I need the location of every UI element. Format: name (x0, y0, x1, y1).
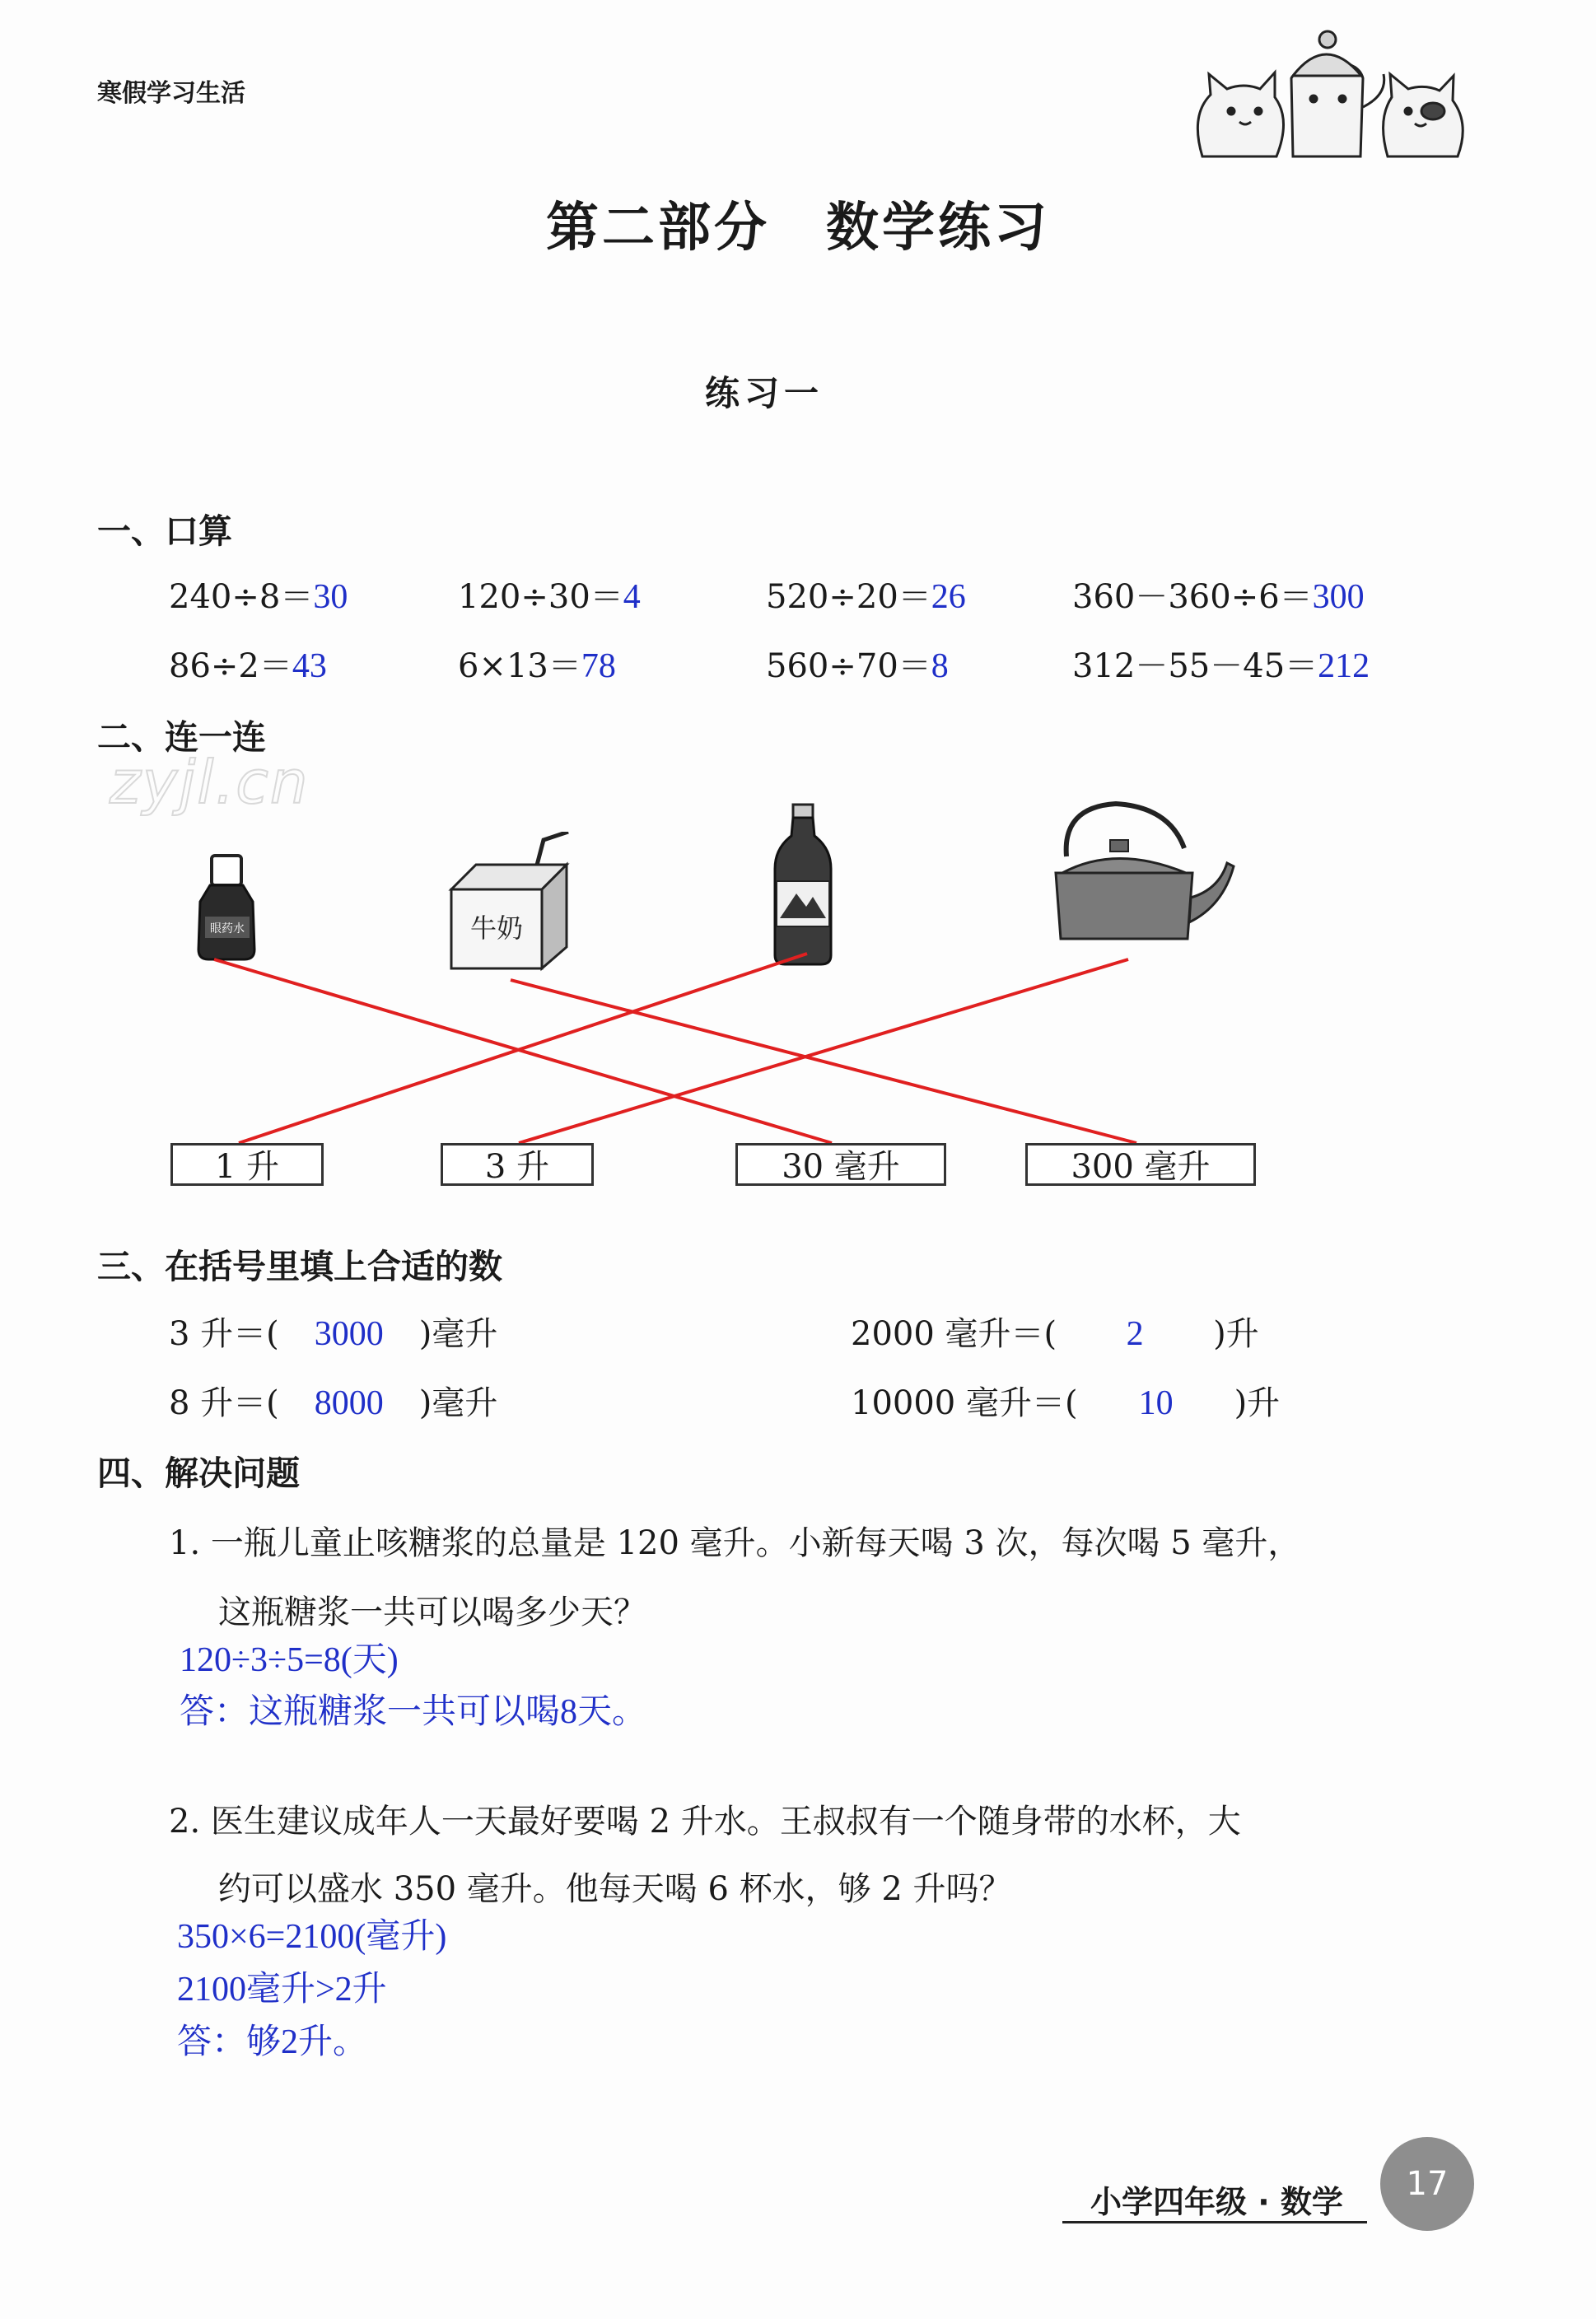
fill-item: 2000 毫升＝( 2 )升 (851, 1315, 1259, 1353)
oral-calc-item: 86÷2＝43 (169, 647, 327, 685)
book-title: 寒假学习生活 (97, 79, 245, 108)
footer-grade-subject: 小学四年级 · 数学 (1090, 2184, 1343, 2220)
problem-2-text-line2: 约可以盛水 350 毫升。他每天喝 6 杯水，够 2 升吗？ (218, 1870, 1012, 1908)
oral-calc-item: 520÷20＝26 (766, 578, 966, 616)
unit-box-3l: 3 升 (441, 1143, 594, 1186)
oral-calc-item: 6×13＝78 (458, 647, 616, 685)
match-line-eyedrop-30ml (214, 959, 832, 1143)
exercise-subtitle: 练习一 (704, 373, 824, 413)
fill-item: 10000 毫升＝( 10 )升 (851, 1384, 1281, 1422)
page-title: 第二部分 数学练习 (546, 197, 1050, 259)
footer-divider (1062, 2221, 1367, 2223)
unit-box-1l: 1 升 (170, 1143, 324, 1186)
problem-1-text-line1: 1. 一瓶儿童止咳糖浆的总量是 120 毫升。小新每天喝 3 次，每次喝 5 毫升， (169, 1524, 1301, 1562)
oral-calc-item: 120÷30＝4 (458, 578, 641, 616)
problem-1-answer: 答：这瓶糖浆一共可以喝8天。 (180, 1693, 647, 1731)
oral-calc-item: 360－360÷6＝300 (1072, 578, 1365, 616)
problem-1-work: 120÷3÷5=8(天) (180, 1641, 399, 1679)
problem-2-text-line1: 2. 医生建议成年人一天最好要喝 2 升水。王叔叔有一个随身带的水杯，大 (169, 1803, 1241, 1841)
unit-box-30ml: 30 毫升 (735, 1143, 946, 1186)
oral-calc-item: 240÷8＝30 (169, 578, 348, 616)
watermark: zyjl.cn (110, 748, 310, 817)
problem-2-work-2: 2100毫升>2升 (177, 1971, 387, 2009)
page-number: 17 (1380, 2137, 1474, 2231)
oral-calc-item: 560÷70＝8 (766, 647, 949, 685)
problem-2-work-1: 350×6=2100(毫升) (177, 1918, 447, 1956)
section-fill-heading: 三、在括号里填上合适的数 (97, 1247, 502, 1286)
fill-item: 8 升＝( 8000 )毫升 (169, 1384, 498, 1422)
oral-calc-item: 312－55－45＝212 (1072, 647, 1370, 685)
section-matching-heading: 二、连一连 (97, 717, 266, 757)
fill-item: 3 升＝( 3000 )毫升 (169, 1315, 498, 1353)
milk-label: 牛奶 (469, 912, 524, 944)
section-problems-heading: 四、解决问题 (97, 1453, 300, 1493)
problem-1-text-line2: 这瓶糖浆一共可以喝多少天？ (218, 1593, 646, 1631)
bottle-label: 眼药水 (210, 922, 245, 936)
unit-box-300ml: 300 毫升 (1025, 1143, 1256, 1186)
section-oral-calc-heading: 一、口算 (97, 511, 232, 551)
problem-2-answer: 答：够2升。 (177, 2023, 368, 2061)
